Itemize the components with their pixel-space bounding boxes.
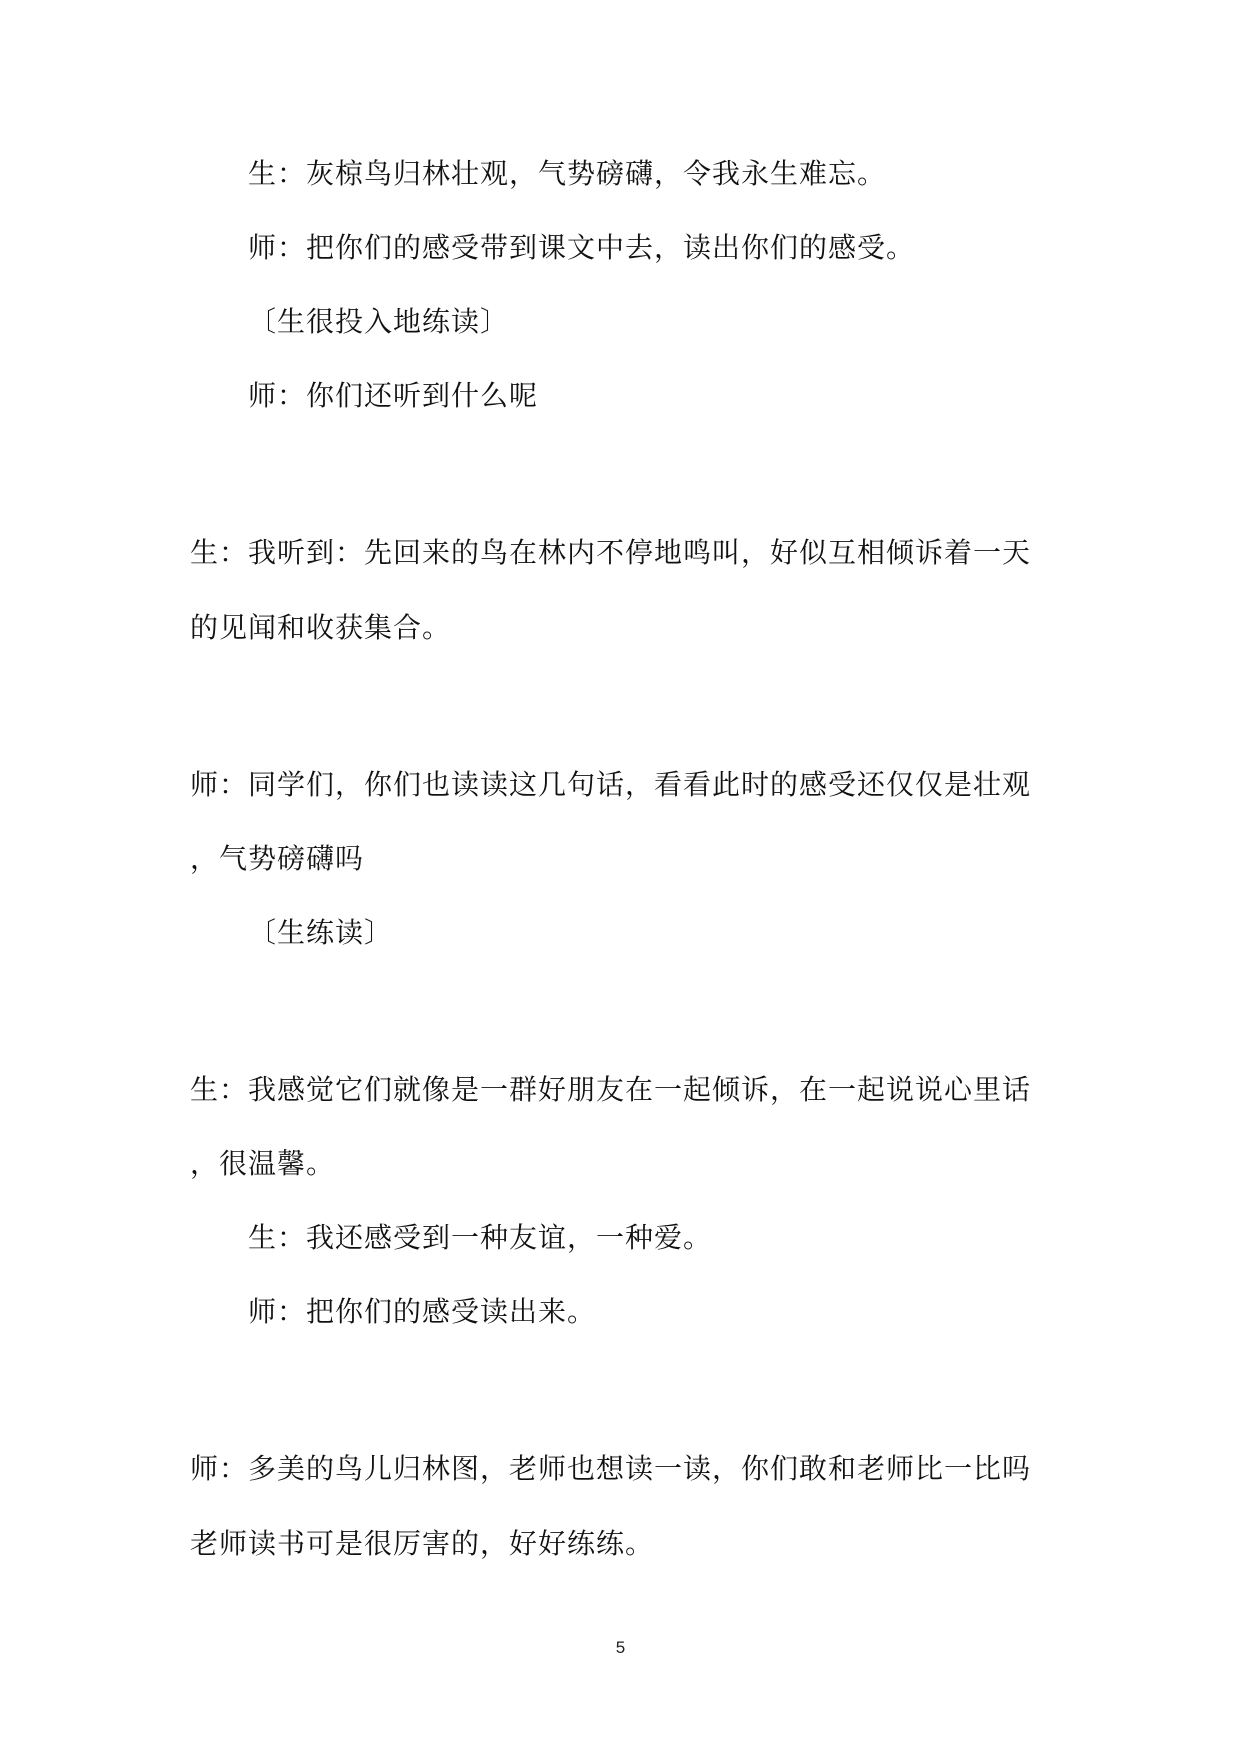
- paragraph-line: 〔生练读〕: [248, 916, 394, 949]
- paragraph-line: 生：我感觉它们就像是一群好朋友在一起倾诉，在一起说说心里话: [190, 1073, 1032, 1106]
- paragraph-line: 师：你们还听到什么呢: [248, 379, 539, 412]
- paragraph-line: ，很温馨。: [190, 1147, 336, 1180]
- page-number: 5: [615, 1638, 626, 1657]
- paragraph-line: 生：灰椋鸟归林壮观，气势磅礴，令我永生难忘。: [248, 157, 887, 190]
- paragraph-line: 的见闻和收获集合。: [190, 611, 452, 644]
- paragraph-line: 师：把你们的感受读出来。: [248, 1295, 597, 1328]
- paragraph-line: 师：多美的鸟儿归林图，老师也想读一读，你们敢和老师比一比吗: [190, 1452, 1032, 1485]
- paragraph-line: 生：我还感受到一种友谊，一种爱。: [248, 1221, 713, 1254]
- paragraph-line: 老师读书可是很厉害的，好好练练。: [190, 1527, 655, 1560]
- paragraph-line: 师：把你们的感受带到课文中去，读出你们的感受。: [248, 231, 916, 264]
- paragraph-line: 师：同学们，你们也读读这几句话，看看此时的感受还仅仅是壮观: [190, 768, 1032, 801]
- paragraph-line: ，气势磅礴吗: [190, 842, 365, 875]
- paragraph-line: 〔生很投入地练读〕: [248, 305, 510, 338]
- paragraph-line: 生：我听到：先回来的鸟在林内不停地鸣叫，好似互相倾诉着一天: [190, 536, 1032, 569]
